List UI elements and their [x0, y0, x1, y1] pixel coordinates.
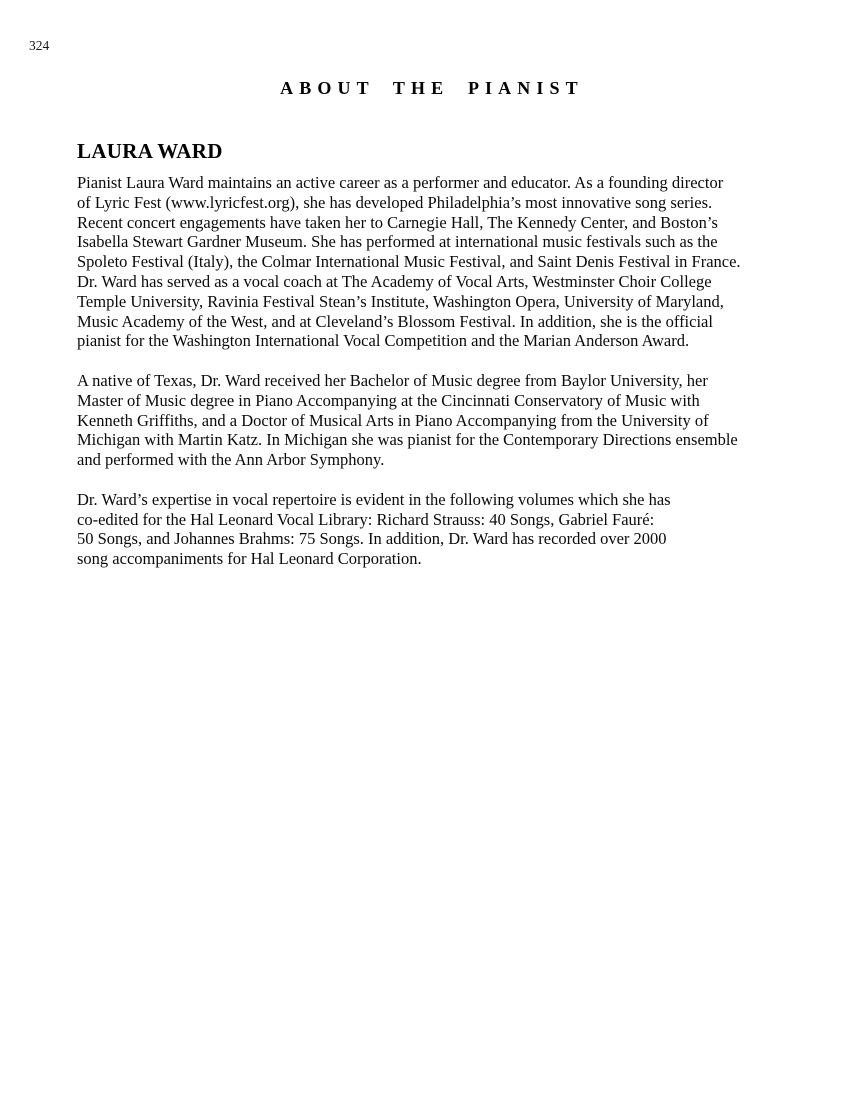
- page-header-title: ABOUT THE PIANIST: [280, 78, 584, 98]
- text-line: Music Academy of the West, and at Cleveland’s Blossom Festival. In addition, she is the official: [77, 311, 713, 331]
- text-line: and performed with the Ann Arbor Symphony.: [77, 450, 385, 470]
- paragraphs: [77, 173, 807, 589]
- section-title: LAURA WARD: [77, 139, 223, 163]
- text-line: A native of Texas, Dr. Ward received her Bachelor of Music degree from Baylor University, her: [77, 370, 708, 390]
- paragraph: [77, 173, 807, 351]
- paragraph: [77, 490, 807, 569]
- text-line: of Lyric Fest (www.lyricfest.org), she has developed Philadelphia’s most innovative song series.: [77, 192, 713, 212]
- text-line: co-edited for the Hal Leonard Vocal Library: Richard Strauss: 40 Songs, Gabriel Fauré:: [77, 509, 655, 529]
- text-line: Kenneth Griffiths, and a Doctor of Musical Arts in Piano Accompanying from the University of: [77, 410, 709, 430]
- text-line: Michigan with Martin Katz. In Michigan she was pianist for the Contemporary Directions ensemble: [77, 430, 738, 450]
- text-line: Spoleto Festival (Italy), the Colmar International Music Festival, and Saint Denis Festival in France.: [77, 252, 741, 272]
- text-line: Master of Music degree in Piano Accompanying at the Cincinnati Conservatory of Music with: [77, 390, 700, 410]
- text-line: Dr. Ward’s expertise in vocal repertoire is evident in the following volumes which she has: [77, 489, 671, 509]
- text-line: song accompaniments for Hal Leonard Corporation.: [77, 549, 422, 569]
- text-line: Dr. Ward has served as a vocal coach at The Academy of Vocal Arts, Westminster Choir College: [77, 271, 712, 291]
- text-line: Recent concert engagements have taken her to Carnegie Hall, The Kennedy Center, and Boston’s: [77, 212, 718, 232]
- page-number: 324: [29, 38, 50, 53]
- text-line: Temple University, Ravinia Festival Stean’s Institute, Washington Opera, University of Maryland,: [77, 291, 724, 311]
- text-line: pianist for the Washington International Vocal Competition and the Marian Anderson Award.: [77, 331, 690, 351]
- text-line: 50 Songs, and Johannes Brahms: 75 Songs. In addition, Dr. Ward has recorded over 2000: [77, 529, 667, 549]
- text-line: Pianist Laura Ward maintains an active career as a performer and educator. As a founding director: [77, 173, 724, 192]
- paragraph: [77, 371, 807, 470]
- text-line: Isabella Stewart Gardner Museum. She has performed at international music festivals such as the: [77, 232, 718, 252]
